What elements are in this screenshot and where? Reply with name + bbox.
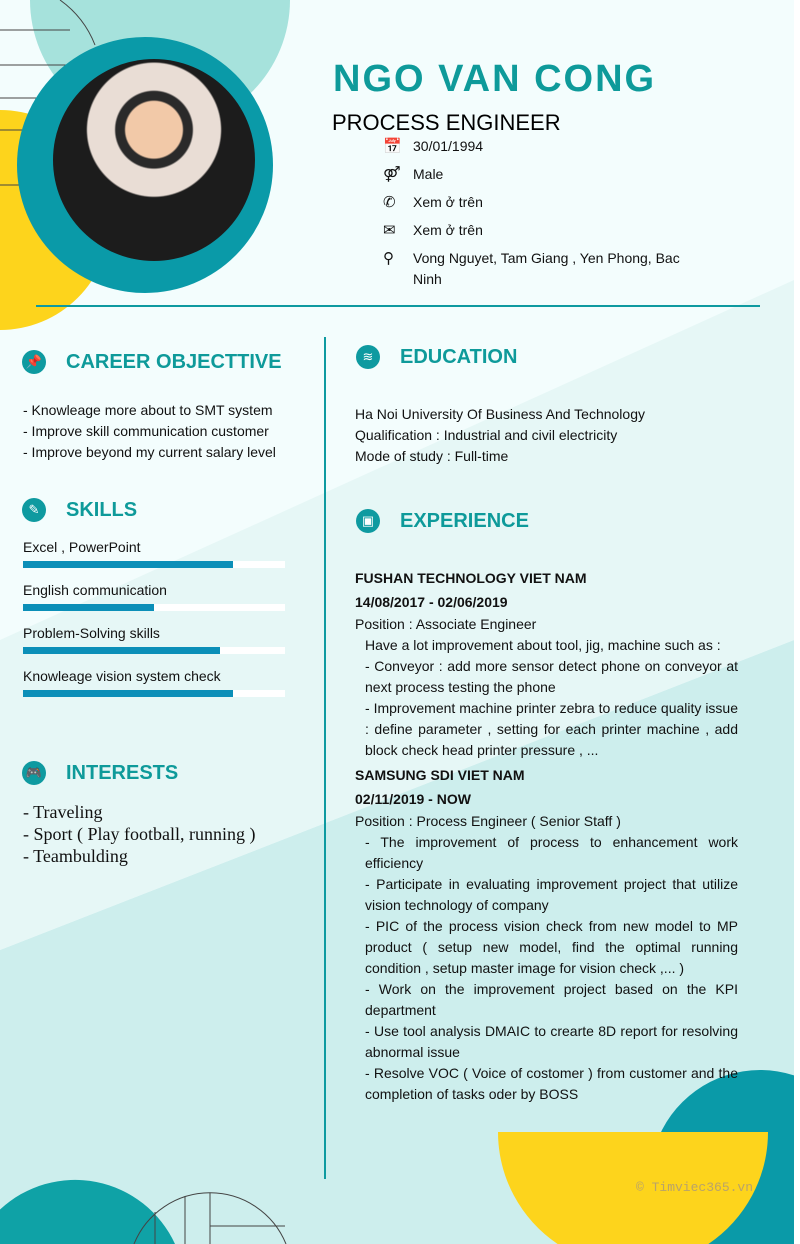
skill-bar-fill: [23, 561, 233, 568]
skill-item: [23, 625, 285, 654]
list-item: - Knowleage more about to SMT system: [23, 402, 273, 418]
skill-bar: [23, 690, 285, 697]
list-item: - Teambulding: [23, 846, 128, 866]
pencil-icon: ✎: [22, 498, 46, 522]
phone-icon: ✆: [383, 194, 396, 211]
skill-label: English communication: [23, 582, 167, 598]
info-phone: [383, 192, 693, 213]
layers-icon: ≋: [356, 345, 380, 369]
section-title: EDUCATION: [400, 345, 518, 368]
pin-icon: 📌: [22, 350, 46, 374]
career-objective-list: [23, 400, 276, 463]
company-name: FUSHAN TECHNOLOGY VIET NAM: [355, 570, 587, 586]
info-text: Xem ở trên: [413, 222, 483, 238]
job-position: Position : Associate Engineer: [355, 616, 537, 632]
list-item: - Traveling: [23, 802, 103, 822]
job-detail: - PIC of the process vision check from new model to MP product ( setup new model, find the optimal running condition , setup master image for vision check ,... ): [365, 918, 738, 976]
skill-label: Problem-Solving skills: [23, 625, 160, 641]
company-name: SAMSUNG SDI VIET NAM: [355, 767, 525, 783]
job-detail: - Conveyor : add more sensor detect phone on conveyor at next process testing the phone: [365, 658, 738, 695]
job-entry: [355, 763, 740, 1105]
info-email: [383, 220, 693, 241]
skill-bar: [23, 647, 285, 654]
gender-icon: ⚤: [383, 166, 401, 183]
job-dates: 02/11/2019 - NOW: [355, 791, 471, 807]
list-item: - Improve beyond my current salary level: [23, 444, 276, 460]
skills-heading: [22, 498, 137, 522]
skill-bar: [23, 604, 285, 611]
job-detail: - Resolve VOC ( Voice of costomer ) from customer and the completion of tasks oder by BOSS: [365, 1065, 738, 1102]
info-birthdate: [383, 136, 693, 157]
job-dates: 14/08/2017 - 02/06/2019: [355, 594, 508, 610]
info-text: Xem ở trên: [413, 194, 483, 210]
info-address: [383, 248, 693, 290]
skill-bar-fill: [23, 647, 220, 654]
skill-item: [23, 668, 285, 697]
header-divider: [36, 305, 760, 307]
list-item: - Improve skill communication customer: [23, 423, 269, 439]
qualification: Qualification : Industrial and civil electricity: [355, 427, 618, 443]
gamepad-icon: 🎮: [22, 761, 46, 785]
info-text: Vong Nguyet, Tam Giang , Yen Phong, Bac Ninh: [413, 250, 680, 287]
skill-item: [23, 582, 285, 611]
section-title: INTERESTS: [66, 761, 179, 784]
skill-label: Knowleage vision system check: [23, 668, 221, 684]
contact-card-icon: ▣: [356, 509, 380, 533]
section-title: CAREER OBJECTTIVE: [66, 350, 282, 373]
contact-info: [383, 136, 693, 297]
job-detail: - Work on the improvement project based on the KPI department: [365, 981, 738, 1018]
skill-bar: [23, 561, 285, 568]
education-heading: [356, 345, 517, 369]
location-icon: ⚲: [383, 250, 394, 267]
job-title: PROCESS ENGINEER: [332, 110, 561, 135]
skill-bar-fill: [23, 604, 154, 611]
study-mode: Mode of study : Full-time: [355, 448, 509, 464]
education-details: [355, 404, 645, 467]
job-detail: Have a lot improvement about tool, jig, machine such as :: [365, 637, 721, 653]
career-heading: [22, 350, 282, 374]
profile-photo: [53, 59, 255, 261]
job-detail: - Improvement machine printer zebra to reduce quality issue : define parameter , setting for each printer machine , add block check head printer pressure , ...: [365, 700, 738, 758]
section-title: SKILLS: [66, 498, 138, 521]
candidate-name: NGO VAN CONG: [333, 58, 657, 100]
experience-list: [355, 566, 740, 1105]
job-detail: - Participate in evaluating improvement project that utilize vision technology of company: [365, 876, 738, 913]
interests-list: [23, 801, 255, 867]
job-detail: - The improvement of process to enhancement work efficiency: [365, 834, 738, 871]
section-title: EXPERIENCE: [400, 509, 529, 532]
job-detail: - Use tool analysis DMAIC to crearte 8D report for resolving abnormal issue: [365, 1023, 738, 1060]
school-name: Ha Noi University Of Business And Technology: [355, 406, 645, 422]
skill-label: Excel , PowerPoint: [23, 539, 141, 555]
experience-heading: [356, 509, 529, 533]
column-divider: [324, 337, 326, 1179]
email-icon: ✉: [383, 222, 396, 239]
job-position: Position : Process Engineer ( Senior Staff ): [355, 813, 621, 829]
calendar-icon: 📅: [383, 138, 402, 155]
info-gender: [383, 164, 693, 185]
skill-bar-fill: [23, 690, 233, 697]
skill-item: [23, 539, 285, 568]
job-entry: [355, 566, 740, 761]
watermark: © Timviec365.vn: [636, 1180, 754, 1195]
info-text: Male: [413, 166, 444, 182]
interests-heading: [22, 761, 178, 785]
info-text: 30/01/1994: [413, 138, 484, 154]
list-item: - Sport ( Play football, running ): [23, 824, 256, 844]
